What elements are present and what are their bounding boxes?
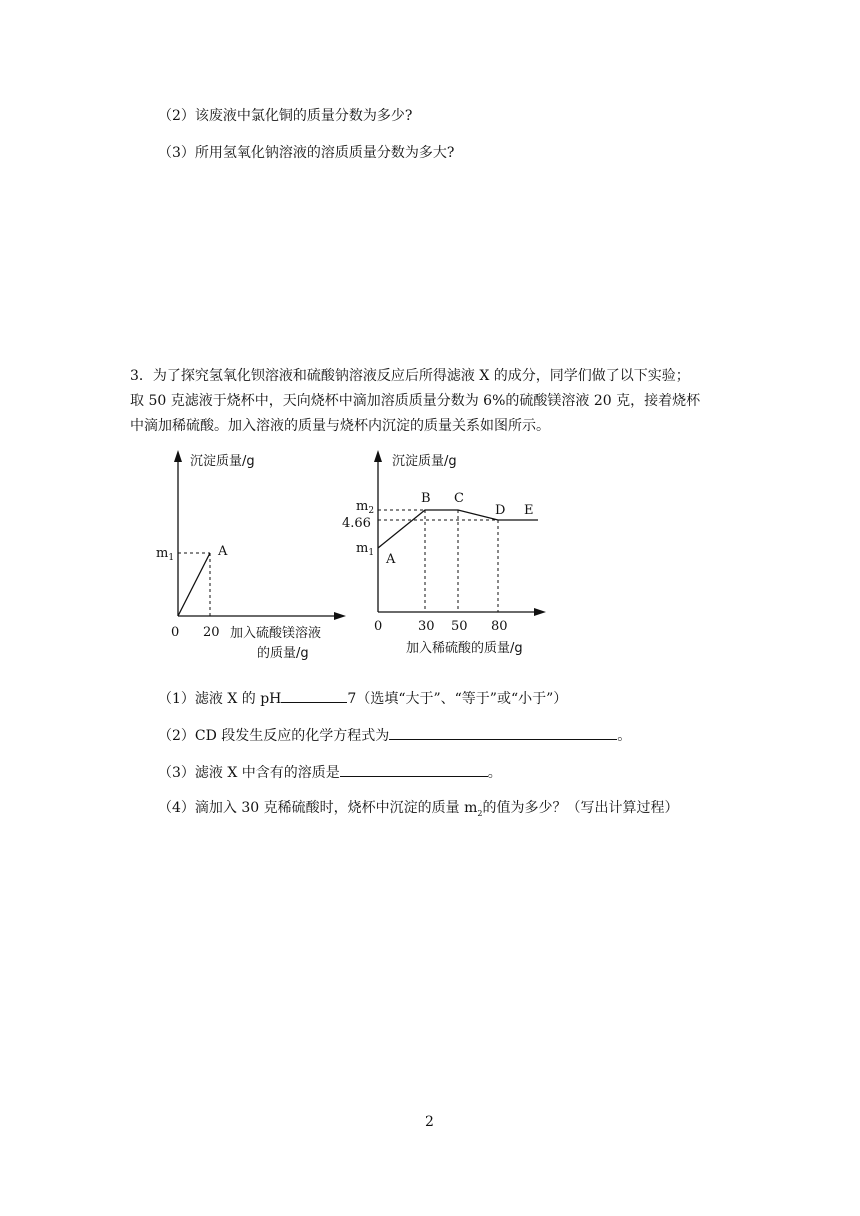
- chart-right-point-label-B: B: [421, 491, 431, 506]
- sub-question-4-subscript: 2: [477, 808, 483, 818]
- chart-right-ytick-m1: $m_1$: [356, 541, 375, 558]
- sub-question-3-suffix: 。: [487, 765, 502, 781]
- page-number: 2: [425, 1114, 434, 1130]
- chart-right-xlabel: 加入稀硫酸的质量/g: [406, 641, 523, 656]
- sub-question-1-suffix: 7（选填“大于”、“等于”或“小于”）: [347, 691, 568, 707]
- chart-left-xtick-20: 20: [203, 625, 220, 640]
- chart-right-point-label-D: D: [495, 503, 506, 518]
- question-3-intro-line-3: 中滴加稀硫酸。加入溶液的质量与烧杯内沉淀的质量关系如图所示。: [130, 418, 550, 434]
- chart-right-xtick-50: 50: [451, 619, 468, 634]
- question-2-3: （3）所用氢氧化钠溶液的溶质质量分数为多大?: [158, 145, 455, 161]
- chart-right-xtick-30: 30: [418, 619, 435, 634]
- chart-left: [150, 446, 350, 666]
- chart-left-ytick-m1: $m_1$: [156, 546, 175, 563]
- sub-question-2-prefix: （2）CD 段发生反应的化学方程式为: [158, 728, 390, 744]
- chart-left-ylabel: 沉淀质量/g: [190, 454, 255, 469]
- chart-left-xlabel-2: 的质量/g: [257, 646, 309, 661]
- chart-right-ylabel: 沉淀质量/g: [392, 454, 457, 469]
- chart-right-point-label-A: A: [386, 552, 396, 567]
- chart-left-point-label-A: A: [218, 544, 228, 559]
- answer-blank-1[interactable]: [281, 687, 347, 703]
- chart-right-xtick-0: 0: [374, 619, 383, 634]
- chart-right-ytick-m2: $m_2$: [356, 499, 375, 516]
- chart-left-y-arrow: [174, 450, 182, 462]
- sub-question-2-suffix: 。: [617, 728, 632, 744]
- answer-blank-3[interactable]: [340, 761, 488, 777]
- chart-right: [342, 446, 562, 656]
- chart-right-xtick-80: 80: [491, 619, 508, 634]
- answer-blank-2[interactable]: [389, 724, 617, 740]
- sub-question-4-suffix: 的值为多少？（写出计算过程）: [482, 800, 679, 816]
- question-2-2: （2）该废液中氯化铜的质量分数为多少?: [158, 108, 413, 124]
- chart-left-series-line: [178, 553, 210, 616]
- chart-left-xlabel-1: 加入硫酸镁溶液: [230, 626, 322, 641]
- chart-right-ytick-466: 4.66: [342, 516, 371, 531]
- question-3-intro-line-1: 3．为了探究氢氧化钡溶液和硫酸钠溶液反应后所得滤液 X 的成分，同学们做了以下实验；: [130, 368, 690, 384]
- sub-question-1-prefix: （1）滤液 X 的 pH: [158, 691, 282, 707]
- sub-question-4-prefix: （4）滴加入 30 克稀硫酸时，烧杯中沉淀的质量 m: [158, 800, 478, 816]
- sub-question-2: [158, 724, 631, 746]
- chart-right-point-label-E: E: [524, 503, 534, 518]
- sub-question-4: [158, 798, 678, 824]
- chart-right-point-label-C: C: [454, 491, 464, 506]
- chart-right-y-arrow: [374, 450, 382, 462]
- question-3-intro-line-2: 取 50 克滤液于烧杯中，天向烧杯中滴加溶质质量分数为 6%的硫酸镁溶液 20 克，接着烧杯: [130, 393, 701, 409]
- sub-question-1: [158, 687, 567, 709]
- sub-question-3: [158, 761, 502, 783]
- sub-question-3-prefix: （3）滤液 X 中含有的溶质是: [158, 765, 340, 781]
- chart-left-xtick-0: 0: [171, 625, 180, 640]
- chart-left-x-arrow: [334, 612, 346, 620]
- chart-right-x-arrow: [534, 608, 546, 616]
